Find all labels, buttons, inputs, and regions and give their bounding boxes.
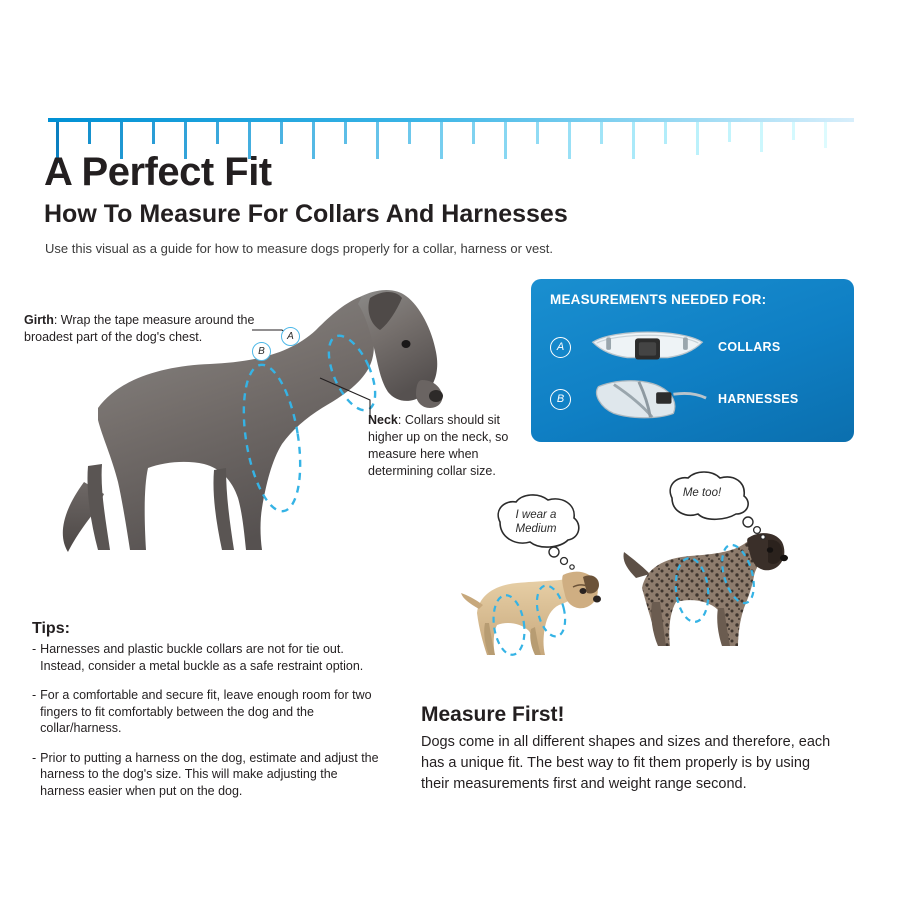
ruler-tick bbox=[664, 122, 667, 144]
ruler-tick bbox=[216, 122, 219, 144]
ruler-tick bbox=[88, 122, 91, 144]
neck-callout bbox=[368, 412, 528, 480]
pointer-thought-bubble bbox=[658, 470, 768, 545]
ruler-tick bbox=[760, 122, 763, 152]
panel-row-collars bbox=[550, 323, 781, 371]
ruler-tick bbox=[536, 122, 539, 144]
page-title: A Perfect Fit bbox=[44, 150, 272, 194]
ruler-tick bbox=[696, 122, 699, 155]
girth-text: : Wrap the tape measure around the broadest part of the dog's chest. bbox=[24, 313, 255, 344]
ruler-tick bbox=[440, 122, 443, 159]
panel-row-harnesses bbox=[550, 375, 799, 423]
tip-item bbox=[32, 687, 382, 737]
ruler-tick bbox=[792, 122, 795, 140]
tips-heading: Tips: bbox=[32, 620, 70, 637]
neck-text: : Collars should sit higher up on the neck, so measure here when determining collar size. bbox=[368, 413, 509, 478]
ruler-tick bbox=[152, 122, 155, 144]
ruler-tick bbox=[408, 122, 411, 144]
tip-bullet: - bbox=[32, 750, 37, 765]
pug-bubble-text: I wear a Medium bbox=[515, 509, 557, 535]
measurements-panel bbox=[531, 279, 854, 442]
tip-text: For a comfortable and secure fit, leave enough room for two fingers to fit comfortably between the dog and the collar/harness. bbox=[40, 688, 372, 735]
panel-badge-a: A bbox=[550, 337, 571, 358]
harness-icon bbox=[585, 375, 710, 423]
pug-illustration bbox=[455, 555, 615, 680]
ruler-tick bbox=[472, 122, 475, 144]
ruler-tick bbox=[376, 122, 379, 159]
ruler-tick bbox=[824, 122, 827, 148]
collar-icon bbox=[585, 323, 710, 371]
ruler-tick bbox=[504, 122, 507, 159]
panel-label-harnesses: HARNESSES bbox=[718, 392, 799, 406]
measure-first-heading: Measure First! bbox=[421, 703, 565, 726]
panel-title: MEASUREMENTS NEEDED FOR: bbox=[550, 292, 767, 307]
tip-text: Prior to putting a harness on the dog, estimate and adjust the harness to the dog's size. This will make adjusting the harness easier when put on the dog. bbox=[40, 750, 379, 798]
page-description: Use this visual as a guide for how to measure dogs properly for a collar, harness or vest. bbox=[45, 241, 553, 256]
neck-label: Neck bbox=[368, 413, 398, 427]
ruler-tick bbox=[728, 122, 731, 142]
tip-bullet: - bbox=[32, 642, 37, 656]
ruler-tick bbox=[344, 122, 347, 144]
tip-bullet: - bbox=[32, 688, 37, 702]
badge-b-marker: B bbox=[252, 342, 271, 361]
panel-badge-b: B bbox=[550, 389, 571, 410]
ruler-tick bbox=[568, 122, 571, 159]
ruler-tick bbox=[280, 122, 283, 144]
ruler-tick bbox=[312, 122, 315, 159]
measure-first-body: Dogs come in all different shapes and sizes and therefore, each has a unique fit. The best way to fit them properly is by using their measurements first and weight range second. bbox=[421, 734, 831, 792]
ruler-tick bbox=[632, 122, 635, 159]
page-subtitle: How To Measure For Collars And Harnesses bbox=[44, 200, 568, 228]
tip-item bbox=[32, 750, 382, 800]
ruler-baseline bbox=[48, 118, 854, 122]
tip-item bbox=[32, 641, 382, 674]
panel-label-collars: COLLARS bbox=[718, 340, 781, 354]
ruler-tick bbox=[600, 122, 603, 144]
girth-label: Girth bbox=[24, 313, 54, 327]
pointer-bubble-text: Me too! bbox=[682, 487, 722, 499]
badge-a-marker: A bbox=[281, 327, 300, 346]
tip-text: Harnesses and plastic buckle collars are not for tie out. Instead, consider a metal buckle as a safe restraint option. bbox=[40, 642, 364, 673]
girth-callout bbox=[24, 312, 264, 346]
tips-list bbox=[32, 641, 382, 812]
